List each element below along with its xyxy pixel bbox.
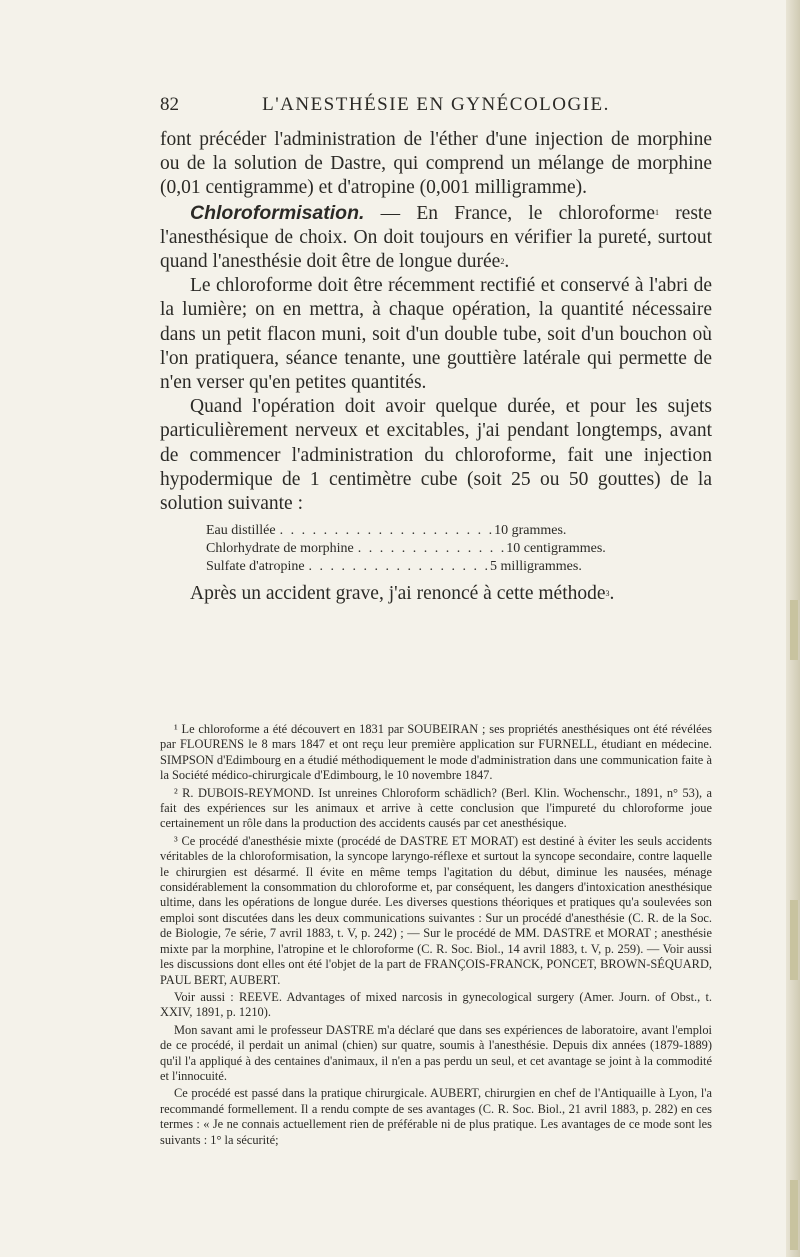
recipe-row: Sulfate d'atropine . . . . . . . . . . . . . . . . . 5 milligrammes. [206,559,582,575]
footnote-3: ³ Ce procédé d'anesthésie mixte (procédé de DASTRE ET MORAT) est destiné à éviter les seuls accidents véritables de la chloroformisation, la syncope laryngo-réflexe et surtout la syncope secondaire, contre laquelle le chirurgien est désarmé. Il évite en même temps l'agitation du début, diminue les nausées, ménage considérablement la consommation du chloroforme et, par conséquent, les dangers d'intoxication anesthésique ultime, dans les opérations de longue durée. Les diverses questions théoriques et pratiques qu'a soulevées son emploi sont discutées dans les deux communications suivantes : Sur un procédé d'anesthésie (C. R. de la Soc. de Biologie, 7e série, 7 avril 1883, t. V, p. 242) ; — Sur le procédé de MM. DASTRE et MORAT ; anesthésie mixte par la morphine, l'atropine et le chloroforme (C. R. Soc. Biol., 14 avril 1883, t. V, p. 259). — Voir aussi les discussions dont elles ont été l'objet de la part de FRANÇOIS-FRANCK, PONCET, BROWN-SÉQUARD, PAUL BERT, AUBERT. [160,833,712,987]
footnote-3-continued: Voir aussi : REEVE. Advantages of mixed narcosis in gynecological surgery (Amer. Journ. of Obst., t. XXIV, 1891, p. 1210). [160,989,712,1020]
page-number: 82 [160,94,179,115]
edge-mark [790,1180,798,1250]
footnote-ref-3: 3 [605,589,610,599]
paragraph-5: Après un accident grave, j'ai renoncé à cette méthode$^3$. [190,583,615,605]
page-edge [786,0,800,1257]
paragraph-4: Quand l'opération doit avoir quelque durée, et pour les sujets particulièrement nerveux et excitables, j'ai pendant longtemps, avant de commencer l'administration du chloroforme, fait une injection hypodermique de 1 centimètre cube (soit 25 ou 50 gouttes) de la solution suivante : [160,396,712,515]
paragraph-1: font précéder l'administration de l'éther d'une injection de morphine ou de la solution de Dastre, qui comprend un mélange de morphine (0,01 centigramme) et d'atropine (0,001 milligramme). [160,129,712,199]
recipe-list [206,522,626,576]
recipe-row: Chlorhydrate de morphine . . . . . . . . . . . . . . 10 centigrammes. [206,541,606,557]
footnote-3-continued: Ce procédé est passé dans la pratique chirurgicale. AUBERT, chirurgien en chef de l'Antiquaille à Lyon, l'a recommandé formellement. Il a rendu compte de ses avantages (C. R. Soc. Biol., 21 avril 1883, p. 282) en ces termes : « Je ne connais actuellement rien de préférable ni de plus pratique. Les avantages de ce mode sont les suivants : 1° la sécurité; [160,1086,712,1147]
footnote-2: ² R. DUBOIS-REYMOND. Ist unreines Chloroform schädlich? (Berl. Klin. Wochenschr., 1891, n° 53), a fait des expériences sur les animaux et arrive à cette conclusion que l'impureté du chloroforme joue certainement un rôle dans la production des accidents causés par cet anesthésique. [160,785,712,831]
footnote-3-continued: Mon savant ami le professeur DASTRE m'a déclaré que dans ses expériences de laboratoire, avant l'emploi de ce procédé, il perdait un animal (chien) sur quatre, soumis à l'anesthésie. Depuis dix années (1879-1889) qu'il l'a appliqué à des centaines d'animaux, il n'en a pas perdu un seul, et cet avantage se joint à la commodité et l'innocuité. [160,1022,712,1083]
footnote-1: ¹ Le chloroforme a été découvert en 1831 par SOUBEIRAN ; ses propriétés anesthésiques ont été révélées par FLOURENS le 8 mars 1847 et ont reçu leur première application sur FURNELL, étudiant en médecine. SIMPSON d'Edimbourg en a étudié méthodiquement le mode d'administration dans une communication faite à la Société médico-chirurgicale d'Edimbourg, le 10 novembre 1847. [160,722,712,783]
section-title: Chloroformisation. [190,201,365,224]
main-text [160,128,712,606]
edge-mark [790,900,798,980]
edge-mark [790,600,798,660]
paragraph-3: Le chloroforme doit être récemment rectifié et conservé à l'abri de la lumière; on en mettra, à chaque opération, la quantité nécessaire dans un petit flacon muni, soit d'un double tube, soit d'un bouchon où l'on pratiquera, séance tenante, une gouttière latérale qui permette de n'en verser qu'en petites quantités. [160,275,712,394]
footnote-ref-2: 2 [500,257,505,267]
recipe-row: Eau distillée . . . . . . . . . . . . . . . . . . . . 10 grammes. [206,523,567,539]
footnotes [160,722,712,1150]
running-title: L'ANESTHÉSIE EN GYNÉCOLOGIE. [262,94,610,115]
page-header [160,94,712,118]
footnote-ref-1: 1 [654,207,659,217]
paragraph-2: Chloroformisation. — En France, le chloroforme$^1$ reste l'anesthésique de choix. On doit toujours en vérifier la pureté, surtout quand l'anesthésie doit être de longue durée$^2$. [160,201,712,273]
